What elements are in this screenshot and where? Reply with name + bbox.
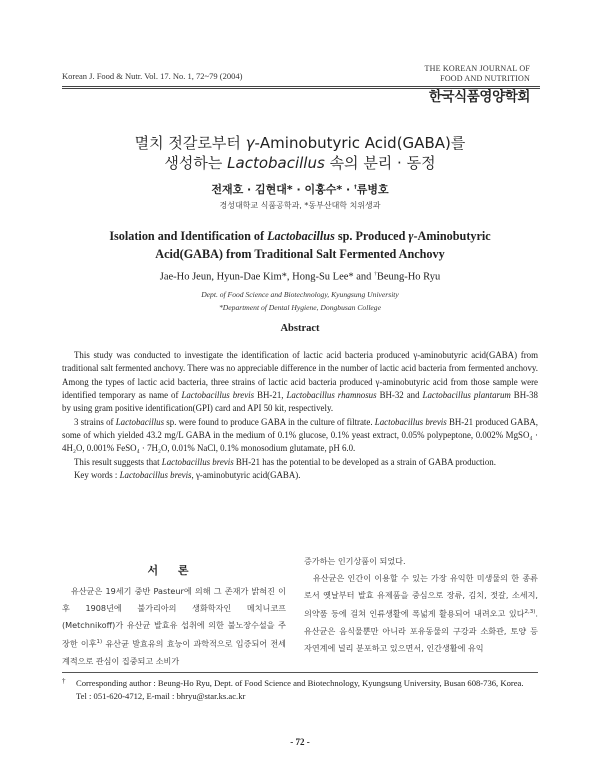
abstract-paragraph-2: 3 strains of Lactobacillus sp. were found to produce GABA in the culture of filtrate. Lactobacillus brevis BH-21 produced GABA, some of which yielded 43.2 mg/L GABA in the medium of 0.1% glucose, 0.1% yeast extract, 0.05% polypeptone, 0.002% MgSO₄ · 4H₂O, 0.001% FeSO₄ · 7H₂O, 0.01% NaCl, 0.1% monosodium glutamate, pH 6.0. xyxy=(62,416,538,454)
english-affiliation-line1: Dept. of Food Science and Biotechnology, Kyungsung University xyxy=(201,290,399,299)
abstract-heading: Abstract xyxy=(280,323,320,334)
abstract-paragraph-3: This result suggests that Lactobacillus brevis BH-21 has the potential to be developed as a strain of GABA production. xyxy=(74,456,496,467)
korean-title-line1: 멸치 젓갈로부터 γ-Aminobutyric Acid(GABA)를 xyxy=(134,134,466,152)
journal-name-en-line1: THE KOREAN JOURNAL OF xyxy=(424,64,530,73)
footnote-dagger: † xyxy=(62,677,66,685)
english-authors: Jae-Ho Jeun, Hyun-Dae Kim*, Hong-Su Lee* and †Beung-Ho Ryu xyxy=(159,271,441,283)
body-column-right xyxy=(304,553,538,657)
footnote-line-2: Tel : 051-620-4712, E-mail : bhryu@star.ks.ac.kr xyxy=(76,691,246,701)
korean-affiliation: 경성대학교 식품공학과, *동부산대학 치위생과 xyxy=(219,201,381,210)
english-affiliation-line2: *Department of Dental Hygiene, Dongbusan College xyxy=(219,303,381,312)
citation-line: Korean J. Food & Nutr. Vol. 17. No. 1, 72~79 (2004) xyxy=(62,71,243,81)
korean-authors: 전재호 · 김현대* · 이홍수* · †류병호 xyxy=(211,183,389,196)
section-title-introduction: 서 론 xyxy=(147,564,197,577)
abstract-body xyxy=(62,349,538,482)
journal-name-ko: 한국식품영양학회 xyxy=(428,89,530,105)
body-column-left xyxy=(62,583,286,670)
header-rule-top xyxy=(62,86,540,87)
page-number: - 72 - xyxy=(290,737,310,747)
korean-title-line2: 생성하는 Lactobacillus 속의 분리 · 동정 xyxy=(164,154,436,172)
journal-logo xyxy=(425,64,530,105)
keywords: Key words : Lactobacillus brevis, γ-aminobutyric acid(GABA). xyxy=(74,470,301,481)
intro-paragraph-1-continued: 증가하는 인기상품이 되었다. xyxy=(304,556,406,566)
intro-paragraph-2: 유산균은 인간이 이용할 수 있는 가장 유익한 미생물의 한 종류로서 옛날부터 발효 유제품을 중심으로 장류, 김치, 젓갈, 소세지, 의약품 등에 걸쳐 인류생활에 폭넓게 활용되어 내려오고 있다$^{2,3)}$. 유산균은 음식물뿐만 아니라 포유동물의 구강과 소화관, 토양 등 자연계에 널리 분포하고 있으면서, 인간생활에 유익 xyxy=(304,573,538,654)
intro-paragraph-1: 유산균은 19세기 중반 Pasteur에 의해 그 존재가 밝혀진 이후 1908년에 불가리아의 생화학자인 메치니코프(Metchnikoff)가 유산균 발효유 섭취에 의한 불노장수설을 주장한 이후$^{1)}$ 유산균 발효유의 효능이 과학적으로 입증되어 전세계적으로 관심이 집중되고 소비가 xyxy=(62,586,286,667)
corresponding-mark: † xyxy=(374,271,377,277)
english-title-line2: Acid(GABA) from Traditional Salt Fermented Anchovy xyxy=(155,247,445,261)
corresponding-author-footnote xyxy=(62,677,540,703)
abstract-paragraph-1: This study was conducted to investigate the identification of lactic acid bacteria produced γ-aminobutyric acid(GABA) from traditional salt fermented anchovy. There was no appreciable difference in the number of lactic acid bacteria from fermented anchovy. Among the types of lactic acid bacteria, three strains of lactic acid bacteria produced γ-aminobutyric acid from those sample were identified temporary as name of Lactobacillus brevis BH-21, Lactobacillus rhamnosus BH-32 and Lactobacillus plantarum BH-38 by using gram positive identification(GPI) card and API 50 kit, respectively. xyxy=(62,350,538,414)
footnote-line-1: Corresponding author : Beung-Ho Ryu, Dept. of Food Science and Biotechnology, Kyungsung University, Busan 608-736, Korea. xyxy=(76,678,524,688)
header-rule-bottom xyxy=(62,88,540,89)
footnote-rule xyxy=(62,672,538,673)
corresponding-mark: † xyxy=(354,184,357,191)
english-title-line1: Isolation and Identification of Lactobacillus sp. Produced γ-Aminobutyric xyxy=(109,229,491,243)
journal-name-en-line2: FOOD AND NUTRITION xyxy=(440,74,530,83)
